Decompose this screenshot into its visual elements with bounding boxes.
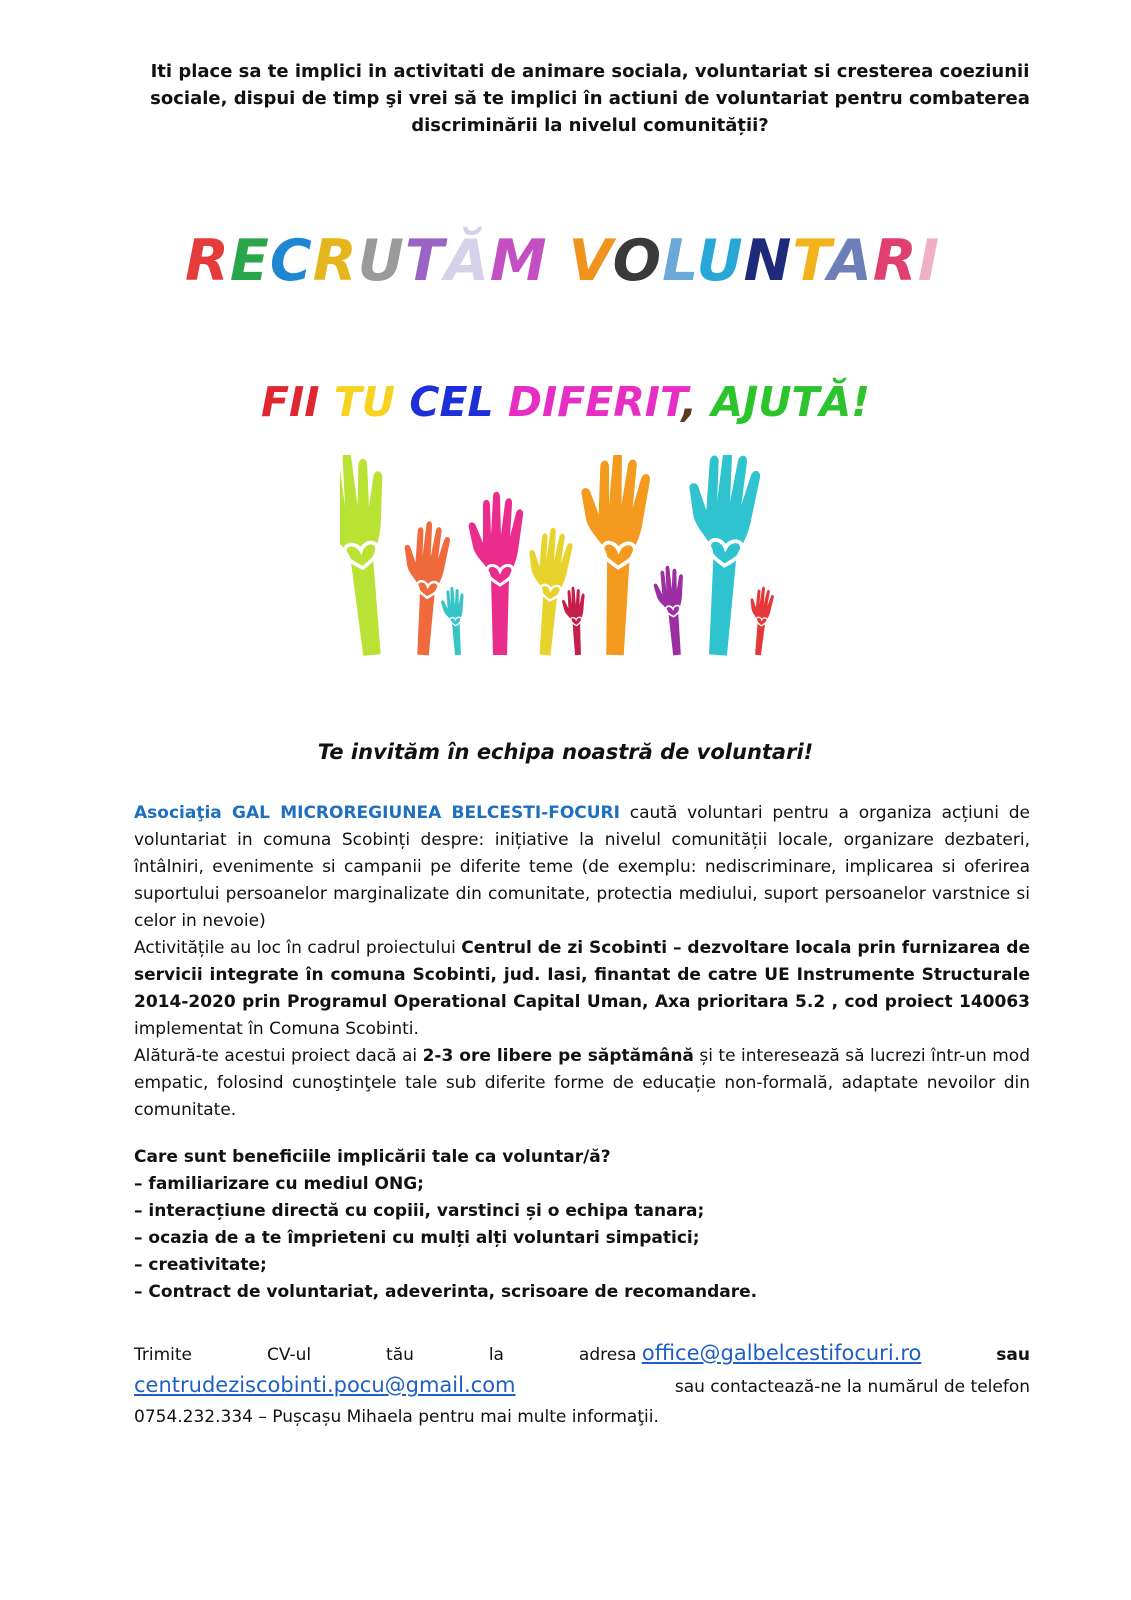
hand-icon bbox=[469, 492, 523, 655]
project-location: implementat în Comuna Scobinti. bbox=[134, 1019, 419, 1039]
hand-icon bbox=[576, 455, 651, 656]
contact-phone-intro: sau contactează-ne la numărul de telefon bbox=[674, 1377, 1030, 1397]
paragraph-project bbox=[134, 935, 1030, 1043]
headline-letter: A bbox=[827, 228, 873, 294]
hand-icon bbox=[652, 564, 690, 656]
headline-letter: N bbox=[743, 228, 793, 294]
benefit-item: – Contract de voluntariat, adeverinta, scrisoare de recomandare. bbox=[134, 1282, 758, 1302]
benefit-item: – interacțiune directă cu copiii, varstinci și o echipa tanara; bbox=[134, 1201, 705, 1221]
benefit-item: – familiarizare cu mediul ONG; bbox=[134, 1174, 424, 1194]
contact-line-2 bbox=[134, 1370, 1030, 1402]
hand-icon bbox=[561, 586, 587, 656]
intro-question: Iti place sa te implici in activitati de animare sociala, voluntariat si cresterea coeziunii sociale, dispui de timp şi vrei să te implici în actiuni de voluntariat pentru combaterea discriminării la nivelul comunității? bbox=[150, 61, 1030, 136]
project-intro: Activitățile au loc în cadrul proiectului bbox=[134, 938, 462, 958]
hours-highlight: 2-3 ore libere pe săptămână bbox=[422, 1046, 694, 1066]
slogan-word: AJUTĂ! bbox=[711, 378, 870, 426]
headline-letter: V bbox=[568, 228, 613, 294]
slogan bbox=[0, 378, 1131, 426]
raised-hands-illustration bbox=[340, 455, 790, 665]
contact-section bbox=[134, 1338, 1030, 1432]
join-text-end: și te interesează să lucrezi într-un mod empatic, folosind cunoştinţele tale sub diferite forme de educație non-formală, adaptate nevoilor din comunitate. bbox=[134, 1046, 1030, 1120]
slogan-word: DIFERIT bbox=[507, 378, 682, 426]
hand-icon bbox=[521, 526, 574, 657]
hand-icon bbox=[340, 455, 401, 659]
headline-letter: R bbox=[312, 228, 358, 294]
headline-letter: L bbox=[662, 228, 697, 294]
contact-word: tău bbox=[386, 1345, 414, 1365]
hand-icon bbox=[745, 585, 775, 656]
headline-letter: T bbox=[404, 228, 445, 294]
headline-letter: R bbox=[185, 228, 230, 294]
contact-word: adresa bbox=[578, 1345, 637, 1365]
invite-text: Te invităm în echipa noastră de voluntari! bbox=[317, 740, 814, 764]
contact-phone-line: 0754.232.334 – Pușcașu Mihaela pentru mai multe informaţii. bbox=[134, 1407, 659, 1427]
slogan-word bbox=[320, 378, 334, 426]
headline-letter: T bbox=[792, 228, 828, 294]
benefits-section bbox=[134, 1144, 1030, 1306]
headline-letter: R bbox=[872, 228, 918, 294]
headline-letter: C bbox=[269, 228, 313, 294]
benefit-item: – creativitate; bbox=[134, 1255, 267, 1275]
headline-recrutam-voluntari bbox=[185, 228, 965, 294]
contact-word-sau: sau bbox=[996, 1345, 1030, 1365]
project-name: Centrul de zi Scobinti – dezvoltare locala prin furnizarea de servicii integrate în comuna Scobinti, jud. Iasi, finantat de catre UE Instrumente Structurale 2014-2020 prin Programul Operational Capital Uman, Axa prioritara 5.2 , cod proiect 140063 bbox=[134, 938, 1030, 1012]
paragraph-description bbox=[134, 800, 1030, 935]
slogan-word bbox=[697, 378, 711, 426]
slogan-word: , bbox=[681, 378, 697, 426]
paragraph-join bbox=[134, 1043, 1030, 1124]
contact-line-1 bbox=[134, 1338, 1030, 1370]
headline-letter: Ă bbox=[444, 228, 490, 294]
benefits-question: Care sunt beneficiile implicării tale ca voluntar/ă? bbox=[134, 1147, 611, 1167]
hand-icon bbox=[440, 586, 468, 656]
headline-letter: E bbox=[229, 228, 270, 294]
description-text: caută voluntari pentru a organiza acțiuni de voluntariat in comuna Scobinți despre: inițiative la nivelul comunității locale, organizare dezbateri, întâlniri, evenimente si campanii pe diferite teme (de exemplu: nediscriminare, implicarea si oferirea suportului persoanelor marginalizate din comunitate, protectia mediului, suport persoanelor varstnice si celor in nevoie) bbox=[134, 803, 1030, 931]
hand-icon bbox=[678, 455, 762, 657]
description-body bbox=[134, 800, 1030, 1124]
email-centru-link[interactable]: centrudeziscobinti.pocu@gmail.com bbox=[134, 1373, 516, 1397]
hand-icon bbox=[397, 520, 451, 657]
headline-letter bbox=[548, 228, 569, 294]
slogan-word bbox=[395, 378, 409, 426]
organization-name: Asociaţia GAL MICROREGIUNEA BELCESTI-FOCURI bbox=[134, 803, 620, 823]
slogan-word: CEL bbox=[409, 378, 494, 426]
headline-letter: M bbox=[489, 228, 548, 294]
join-text: Alătură-te acestui proiect dacă ai bbox=[134, 1046, 423, 1066]
contact-word: la bbox=[488, 1345, 504, 1365]
contact-word: CV-ul bbox=[266, 1345, 312, 1365]
contact-word: Trimite bbox=[134, 1345, 193, 1365]
headline-letter: U bbox=[696, 228, 744, 294]
benefits-list bbox=[134, 1171, 1030, 1306]
slogan-word: FII bbox=[261, 378, 320, 426]
slogan-word: TU bbox=[333, 378, 396, 426]
headline-letter: I bbox=[917, 228, 941, 294]
headline-letter: O bbox=[612, 228, 663, 294]
headline-letter: U bbox=[357, 228, 405, 294]
email-office-link[interactable]: office@galbelcestifocuri.ro bbox=[641, 1341, 922, 1365]
benefit-item: – ocazia de a te împrieteni cu mulți alți voluntari simpatici; bbox=[134, 1228, 700, 1248]
slogan-word bbox=[494, 378, 508, 426]
